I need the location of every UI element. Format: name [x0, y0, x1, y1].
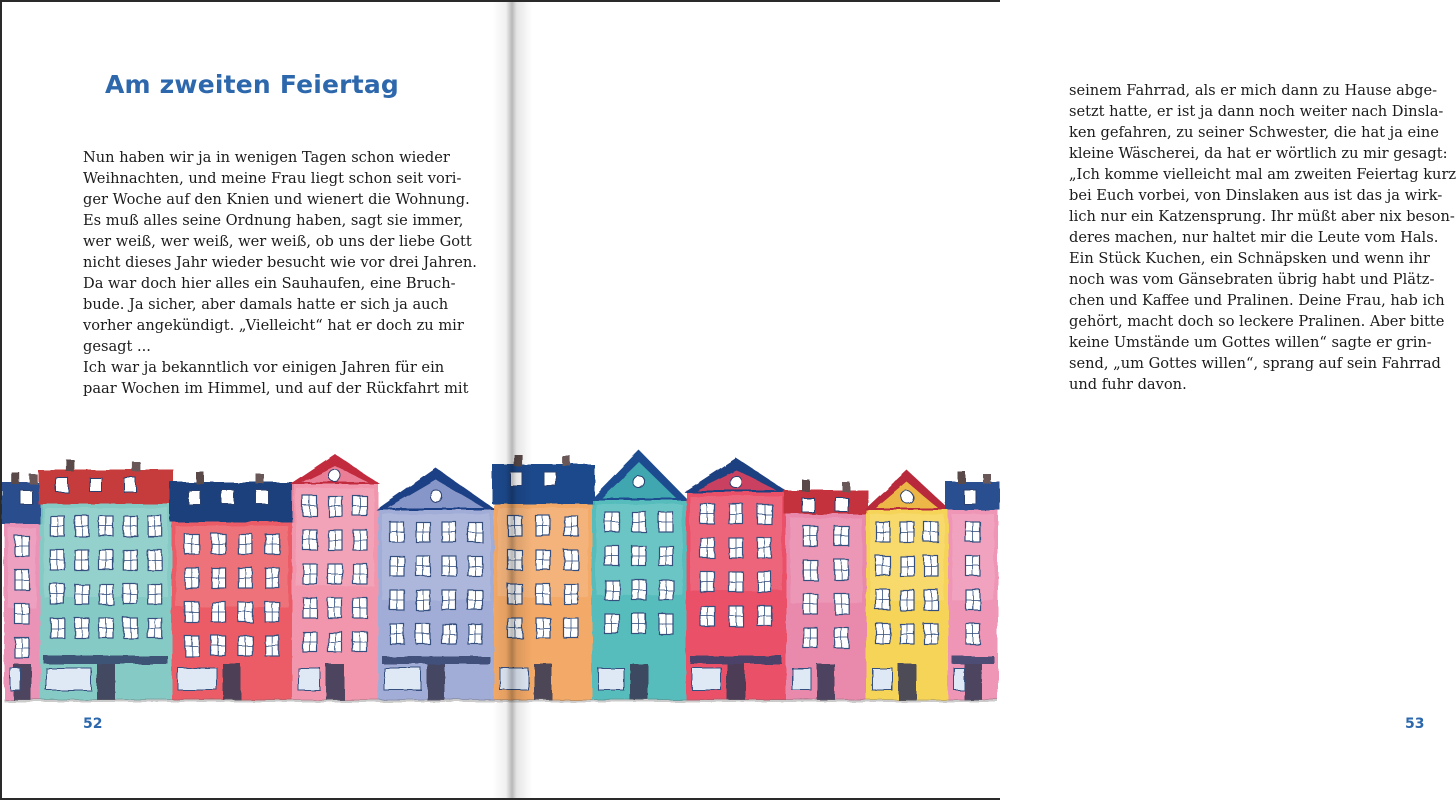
text-line: noch was vom Gänsebraten übrig habt und Plätz-	[1069, 271, 1435, 288]
house-6	[492, 454, 594, 700]
text-line: bei Euch vorbei, von Dinslaken aus ist das ja wirk-	[1069, 187, 1443, 204]
house-2	[38, 460, 174, 700]
text-line: bude. Ja sicher, aber damals hatte er sich ja auch	[83, 296, 449, 313]
house-1	[2, 472, 42, 700]
text-line: seinem Fahrrad, als er mich dann zu Hause abge-	[1069, 82, 1438, 99]
text-line: Ein Stück Kuchen, ein Schnäpsken und wenn ihr	[1069, 250, 1430, 267]
text-line: Ich war ja bekanntlich vor einigen Jahren für ein	[83, 359, 445, 376]
text-line: wer weiß, wer weiß, wer weiß, ob uns der liebe Gott	[83, 233, 472, 250]
text-line: Da war doch hier alles ein Sauhaufen, eine Bruch-	[83, 275, 456, 292]
chapter-title: Am zweiten Feiertag	[104, 70, 400, 99]
text-line: chen und Kaffee und Pralinen. Deine Frau, hab ich	[1069, 292, 1445, 309]
text-line: ken gefahren, zu seiner Schwester, die hat ja eine	[1069, 124, 1439, 141]
text-line: deres machen, nur haltet mir die Leute vom Hals.	[1069, 229, 1439, 246]
house-4	[290, 454, 380, 700]
text-line: „Ich komme vielleicht mal am zweiten Feiertag kurz	[1069, 166, 1456, 183]
house-7	[590, 450, 688, 700]
text-line: ger Woche auf den Knien und wienert die Wohnung.	[83, 191, 470, 208]
house-3	[170, 472, 294, 700]
house-11	[946, 472, 1000, 700]
text-line: und fuhr davon.	[1069, 376, 1187, 393]
text-line: send, „um Gottes willen“, sprang auf sein Fahrrad	[1069, 355, 1441, 372]
text-line: nicht dieses Jahr wieder besucht wie vor drei Jahren.	[83, 254, 477, 271]
text-line: paar Wochen im Himmel, und auf der Rückfahrt mit	[83, 380, 469, 397]
page-number-left: 52	[83, 716, 103, 732]
left-page-body-text	[83, 147, 477, 399]
house-5	[376, 468, 496, 700]
text-line: kleine Wäscherei, da hat er wörtlich zu mir gesagt:	[1069, 145, 1448, 162]
text-line: vorher angekündigt. „Vielleicht“ hat er doch zu mir	[83, 317, 464, 334]
watercolor-houses-illustration	[4, 442, 998, 702]
text-line: gehört, macht doch so leckere Pralinen. Aber bitte	[1069, 313, 1445, 330]
house-9	[784, 480, 868, 700]
text-line: Nun haben wir ja in wenigen Tagen schon wieder	[83, 149, 450, 166]
right-page-body-text	[1069, 80, 1456, 395]
text-line: Weihnachten, und meine Frau liegt schon seit vori-	[83, 170, 462, 187]
text-line: keine Umstände um Gottes willen“ sagte er grin-	[1069, 334, 1432, 351]
house-10	[864, 470, 950, 700]
text-line: gesagt ...	[83, 338, 151, 355]
text-line: lich nur ein Katzensprung. Ihr müßt aber nix beson-	[1069, 208, 1455, 225]
text-line: Es muß alles seine Ordnung haben, sagt sie immer,	[83, 212, 464, 229]
house-8	[684, 458, 788, 700]
page-number-right: 53	[1405, 716, 1425, 732]
text-line: setzt hatte, er ist ja dann noch weiter nach Dinsla-	[1069, 103, 1444, 120]
